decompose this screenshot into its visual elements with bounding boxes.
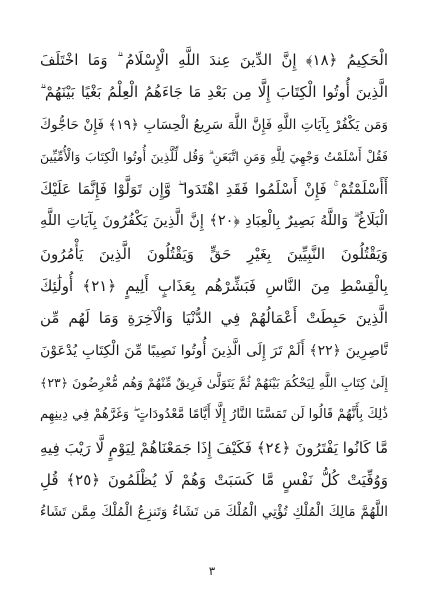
verse-line: اللَّهُمَّ مَالِكَ الْمُلْكِ تُؤْتِي الْمُلْكَ مَن تَشَاءُ وَتَنزِعُ الْمُلْكَ مِمَّن تَشَاءُ bbox=[40, 504, 388, 521]
verse-line: فَقُلْ أَسْلَمْتُ وَجْهِيَ لِلَّهِ وَمَنِ اتَّبَعَنِ ۗ وَقُل لِّلَّذِينَ أُوتُوا الْكِتَابَ وَالْأُمِّيِّينَ bbox=[40, 148, 388, 164]
verse-line: وَمَن يَكْفُرْ بِآيَاتِ اللَّهِ فَإِنَّ اللَّهَ سَرِيعُ الْحِسَابِ ﴿١٩﴾ فَإِنْ حَاجُّوكَ bbox=[40, 116, 388, 133]
verse-line: مَّا كَانُوا يَفْتَرُونَ ﴿٢٤﴾ فَكَيْفَ إِذَا جَمَعْنَاهُمْ لِيَوْمٍ لَّا رَيْبَ فِيهِ bbox=[40, 438, 388, 457]
verse-line: الْحَكِيمُ ﴿١٨﴾ إِنَّ الدِّينَ عِندَ اللَّهِ الْإِسْلَامُ ۗ وَمَا اخْتَلَفَ bbox=[40, 51, 388, 69]
page-number: ٣ bbox=[208, 564, 216, 578]
verse-line: الْبَلَاغُ ۗ وَاللَّهُ بَصِيرٌ بِالْعِبَادِ ﴿٢٠﴾ إِنَّ الَّذِينَ يَكْفُرُونَ بِآيَاتِ اللَّهِ bbox=[40, 213, 388, 230]
verse-line: الَّذِينَ حَبِطَتْ أَعْمَالُهُمْ فِي الدُّنْيَا وَالْآخِرَةِ وَمَا لَهُم مِّن bbox=[40, 309, 388, 328]
verse-line: نَّاصِرِينَ ﴿٢٢﴾ أَلَمْ تَرَ إِلَى الَّذِينَ أُوتُوا نَصِيبًا مِّنَ الْكِتَابِ يُدْعَوْنَ bbox=[40, 342, 388, 359]
verse-line: الَّذِينَ أُوتُوا الْكِتَابَ إِلَّا مِن بَعْدِ مَا جَاءَهُمُ الْعِلْمُ بَغْيًا بَيْنَهُمْ ۗ bbox=[40, 83, 388, 102]
verse-line: أَأَسْلَمْتُمْ ۚ فَإِنْ أَسْلَمُوا فَقَدِ اهْتَدَوا ۖ وَّإِن تَوَلَّوْا فَإِنَّمَا عَلَيْكَ bbox=[40, 180, 388, 199]
verse-text-block bbox=[40, 44, 388, 556]
verse-line: ذَٰلِكَ بِأَنَّهُمْ قَالُوا لَن تَمَسَّنَا النَّارُ إِلَّا أَيَّامًا مَّعْدُودَاتٍ ۖ وَغَرَّهُمْ فِي دِينِهِم bbox=[40, 407, 388, 423]
verse-line: إِلَىٰ كِتَابِ اللَّهِ لِيَحْكُمَ بَيْنَهُمْ ثُمَّ يَتَوَلَّىٰ فَرِيقٌ مِّنْهُمْ وَهُم مُّعْرِضُونَ ﴿٢٣﴾ bbox=[40, 374, 388, 390]
verse-line: وَوُفِّيَتْ كُلُّ نَفْسٍ مَّا كَسَبَتْ وَهُمْ لَا يُظْلَمُونَ ﴿٢٥﴾ قُلِ bbox=[40, 470, 388, 489]
verse-line: وَيَقْتُلُونَ النَّبِيِّينَ بِغَيْرِ حَقٍّ وَيَقْتُلُونَ الَّذِينَ يَأْمُرُونَ bbox=[40, 244, 388, 263]
verse-line: بِالْقِسْطِ مِنَ النَّاسِ فَبَشِّرْهُم بِعَذَابٍ أَلِيمٍ ﴿٢١﴾ أُولَٰئِكَ bbox=[40, 277, 388, 296]
